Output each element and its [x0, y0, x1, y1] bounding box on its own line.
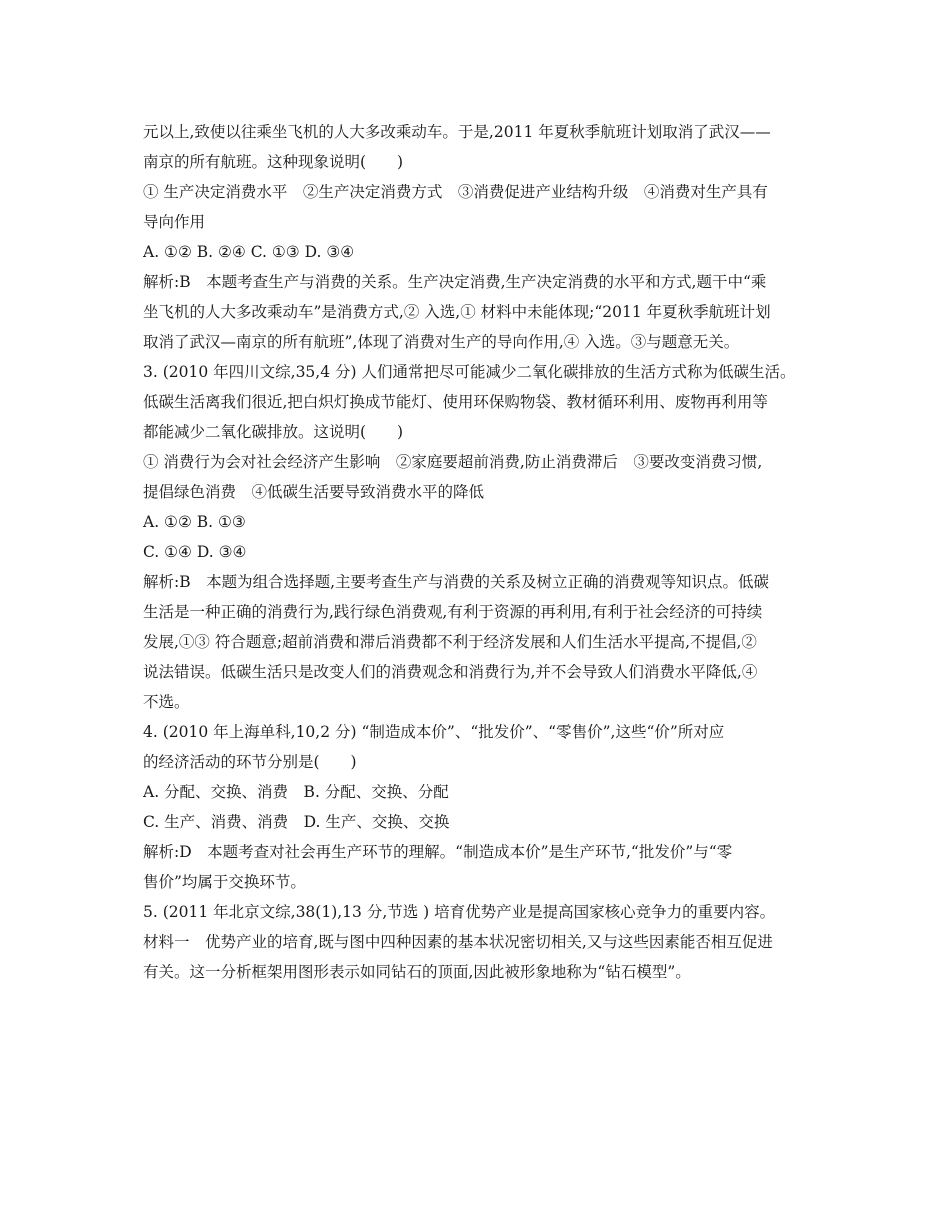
text-line-q3-statements: ① 消费行为会对社会经济产生影响 ②家庭要超前消费,防止消费滞后 ③要改变消费习惯, [143, 453, 763, 471]
text-line-q3-options: A. ①② B. ①③ [143, 513, 246, 531]
text-line-q4-options: C. 生产、消费、消费 D. 生产、交换、交换 [143, 813, 450, 831]
text-line-q3-analysis: 发展,①③ 符合题意;超前消费和滞后消费都不利于经济发展和人们生活水平提高,不提倡,② [143, 633, 757, 651]
text-line-q2-stem: 元以上,致使以往乘坐飞机的人大多改乘动车。于是,2011 年夏秋季航班计划取消了武汉—— [143, 123, 771, 141]
text-line-q2-options: A. ①② B. ②④ C. ①③ D. ③④ [143, 243, 355, 261]
text-line-q2-statements: 导向作用 [143, 213, 206, 231]
text-line-q2-analysis: 解析:B 本题考查生产与消费的关系。生产决定消费,生产决定消费的水平和方式,题干中“乘 [143, 273, 767, 291]
text-line-q3-analysis: 生活是一种正确的消费行为,践行绿色消费观,有利于资源的再利用,有利于社会经济的可持续 [143, 603, 763, 621]
text-line-q4-options: A. 分配、交换、消费 B. 分配、交换、分配 [143, 783, 449, 801]
text-line-q2-analysis: 取消了武汉—南京的所有航班”,体现了消费对生产的导向作用,④ 入选。③与题意无关。 [143, 333, 740, 351]
text-line-q3-analysis: 说法错误。低碳生活只是改变人们的消费观念和消费行为,并不会导致人们消费水平降低,④ [143, 663, 758, 681]
text-line-q4-stem: 4. (2010 年上海单科,10,2 分) “制造成本价”、“批发价”、“零售价”,这些“价”所对应 [143, 723, 725, 741]
document-body [143, 117, 811, 987]
text-line-q3-options: C. ①④ D. ③④ [143, 543, 247, 561]
text-line-q2-analysis: 坐飞机的人大多改乘动车”是消费方式,② 入选,① 材料中未能体现;“2011 年夏秋季航班计划 [143, 303, 771, 321]
text-line-q4-stem: 的经济活动的环节分别是( ) [143, 753, 357, 771]
text-line-q2-statements: ① 生产决定消费水平 ②生产决定消费方式 ③消费促进产业结构升级 ④消费对生产具有 [143, 183, 768, 201]
text-line-q3-stem: 低碳生活离我们很近,把白炽灯换成节能灯、使用环保购物袋、教材循环利用、废物再利用等 [143, 393, 768, 411]
text-line-q4-analysis: 售价”均属于交换环节。 [143, 873, 306, 891]
text-line-q3-stem: 都能减少二氧化碳排放。这说明( ) [143, 423, 404, 441]
text-line-q2-stem: 南京的所有航班。这种现象说明( ) [143, 153, 404, 171]
text-line-q3-stem: 3. (2010 年四川文综,35,4 分) 人们通常把尽可能减少二氧化碳排放的生活方式称为低碳生活。 [143, 363, 796, 381]
text-line-q4-analysis: 解析:D 本题考查对社会再生产环节的理解。“制造成本价”是生产环节,“批发价”与“零 [143, 843, 733, 861]
text-line-q3-analysis: 解析:B 本题为组合选择题,主要考查生产与消费的关系及树立正确的消费观等知识点。低碳 [143, 573, 770, 591]
text-line-q3-statements: 提倡绿色消费 ④低碳生活要导致消费水平的降低 [143, 483, 485, 501]
text-line-q5-material: 材料一 优势产业的培育,既与图中四种因素的基本状况密切相关,又与这些因素能否相互促进 [143, 933, 773, 951]
text-line-q5-material: 有关。这一分析框架用图形表示如同钻石的顶面,因此被形象地称为“钻石模型”。 [143, 963, 691, 981]
text-line-q3-analysis: 不选。 [143, 693, 190, 711]
text-line-q5-stem: 5. (2011 年北京文综,38(1),13 分,节选 ) 培育优势产业是提高国家核心竞争力的重要内容。 [143, 903, 776, 921]
